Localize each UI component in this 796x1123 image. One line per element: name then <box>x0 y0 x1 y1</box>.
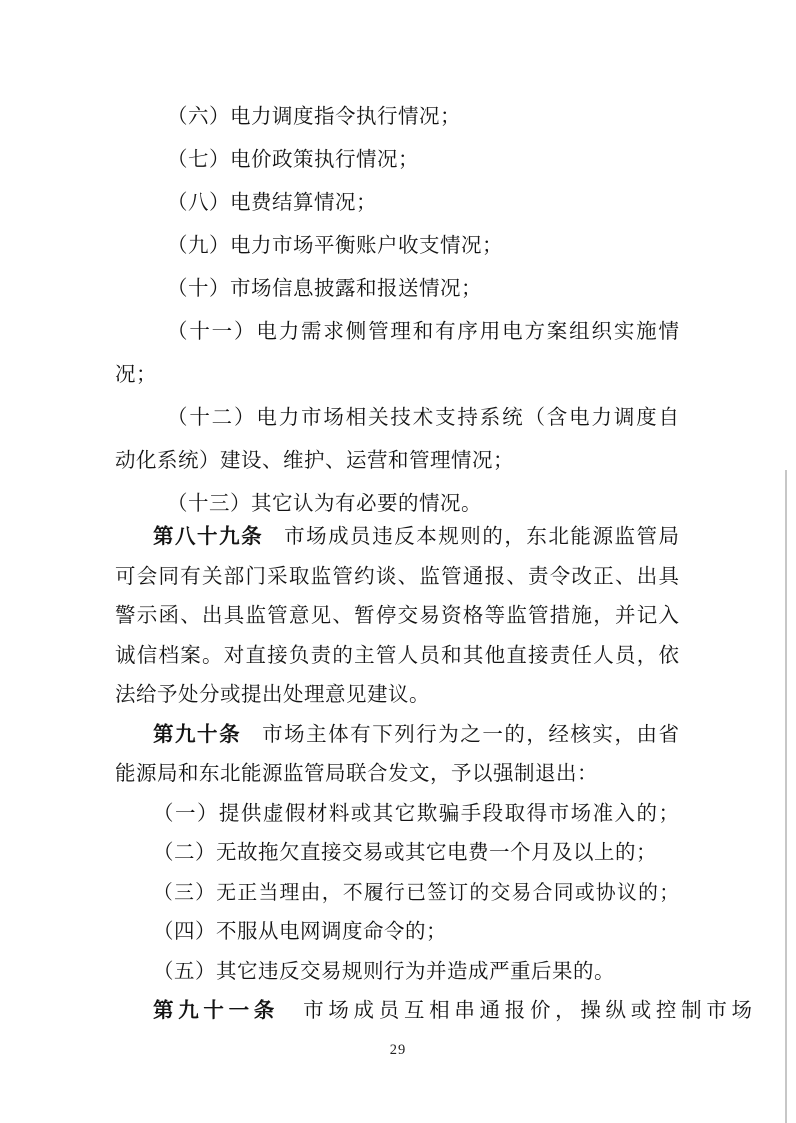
text-line: 况； <box>115 364 157 386</box>
text-line: （八）电费结算情况； <box>167 192 377 214</box>
article-number: 第九十一条 <box>153 1000 279 1022</box>
text-line: 动化系统）建设、维护、运营和管理情况； <box>115 450 514 472</box>
text-line: （七）电价政策执行情况； <box>167 149 419 171</box>
article-heading-line <box>115 992 752 1032</box>
text-line: （四）不服从电网调度命令的； <box>153 921 447 943</box>
text-line: （十一）电力需求侧管理和有序用电方案组织实施情 <box>167 321 679 343</box>
text-line: （一）提供虚假材料或其它欺骗手段取得市场准入的； <box>153 802 679 825</box>
text-line: （十）市场信息披露和报送情况； <box>167 278 482 300</box>
scan-edge-artifact <box>785 470 787 1123</box>
articles-block <box>115 518 753 1032</box>
text-line: （五）其它违反交易规则行为并造成严重后果的。 <box>153 960 615 983</box>
text-line: （二）无故拖欠直接交易或其它电费一个月及以上的； <box>153 842 657 864</box>
clause-list <box>115 96 679 526</box>
article-number: 第九十条 <box>153 723 242 746</box>
text-line: （九）电力市场平衡账户收支情况； <box>167 235 503 257</box>
text-line: 警示函、出具监管意见、暂停交易资格等监管措施，并记入 <box>115 605 679 627</box>
article-heading-line <box>115 716 679 756</box>
text-line: （十三）其它认为有必要的情况。 <box>167 493 482 515</box>
text-line: 能源局和东北能源监管局联合发文，予以强制退出： <box>115 763 598 785</box>
text-line: 法给予处分或提出处理意见建议。 <box>115 684 430 706</box>
text-line: （十二）电力市场相关技术支持系统（含电力调度自 <box>167 407 679 429</box>
article-text: 市场成员互相串通报价，操纵或控制市场 <box>298 1000 753 1022</box>
page-content <box>115 96 753 1032</box>
article-text: 市场主体有下列行为之一的，经核实，由省 <box>260 723 680 746</box>
article-heading-line <box>115 518 679 558</box>
text-line: （六）电力调度指令执行情况； <box>167 106 461 128</box>
text-line: 可会同有关部门采取监管约谈、监管通报、责令改正、出具 <box>115 565 679 588</box>
article-number: 第八十九条 <box>153 526 264 548</box>
text-line: （三）无正当理由，不履行已签订的交易合同或协议的； <box>153 881 679 904</box>
page-number: 29 <box>389 1042 407 1058</box>
text-line: 诚信档案。对直接负责的主管人员和其他直接责任人员，依 <box>115 644 679 667</box>
article-text: 市场成员违反本规则的，东北能源监管局 <box>282 526 680 548</box>
